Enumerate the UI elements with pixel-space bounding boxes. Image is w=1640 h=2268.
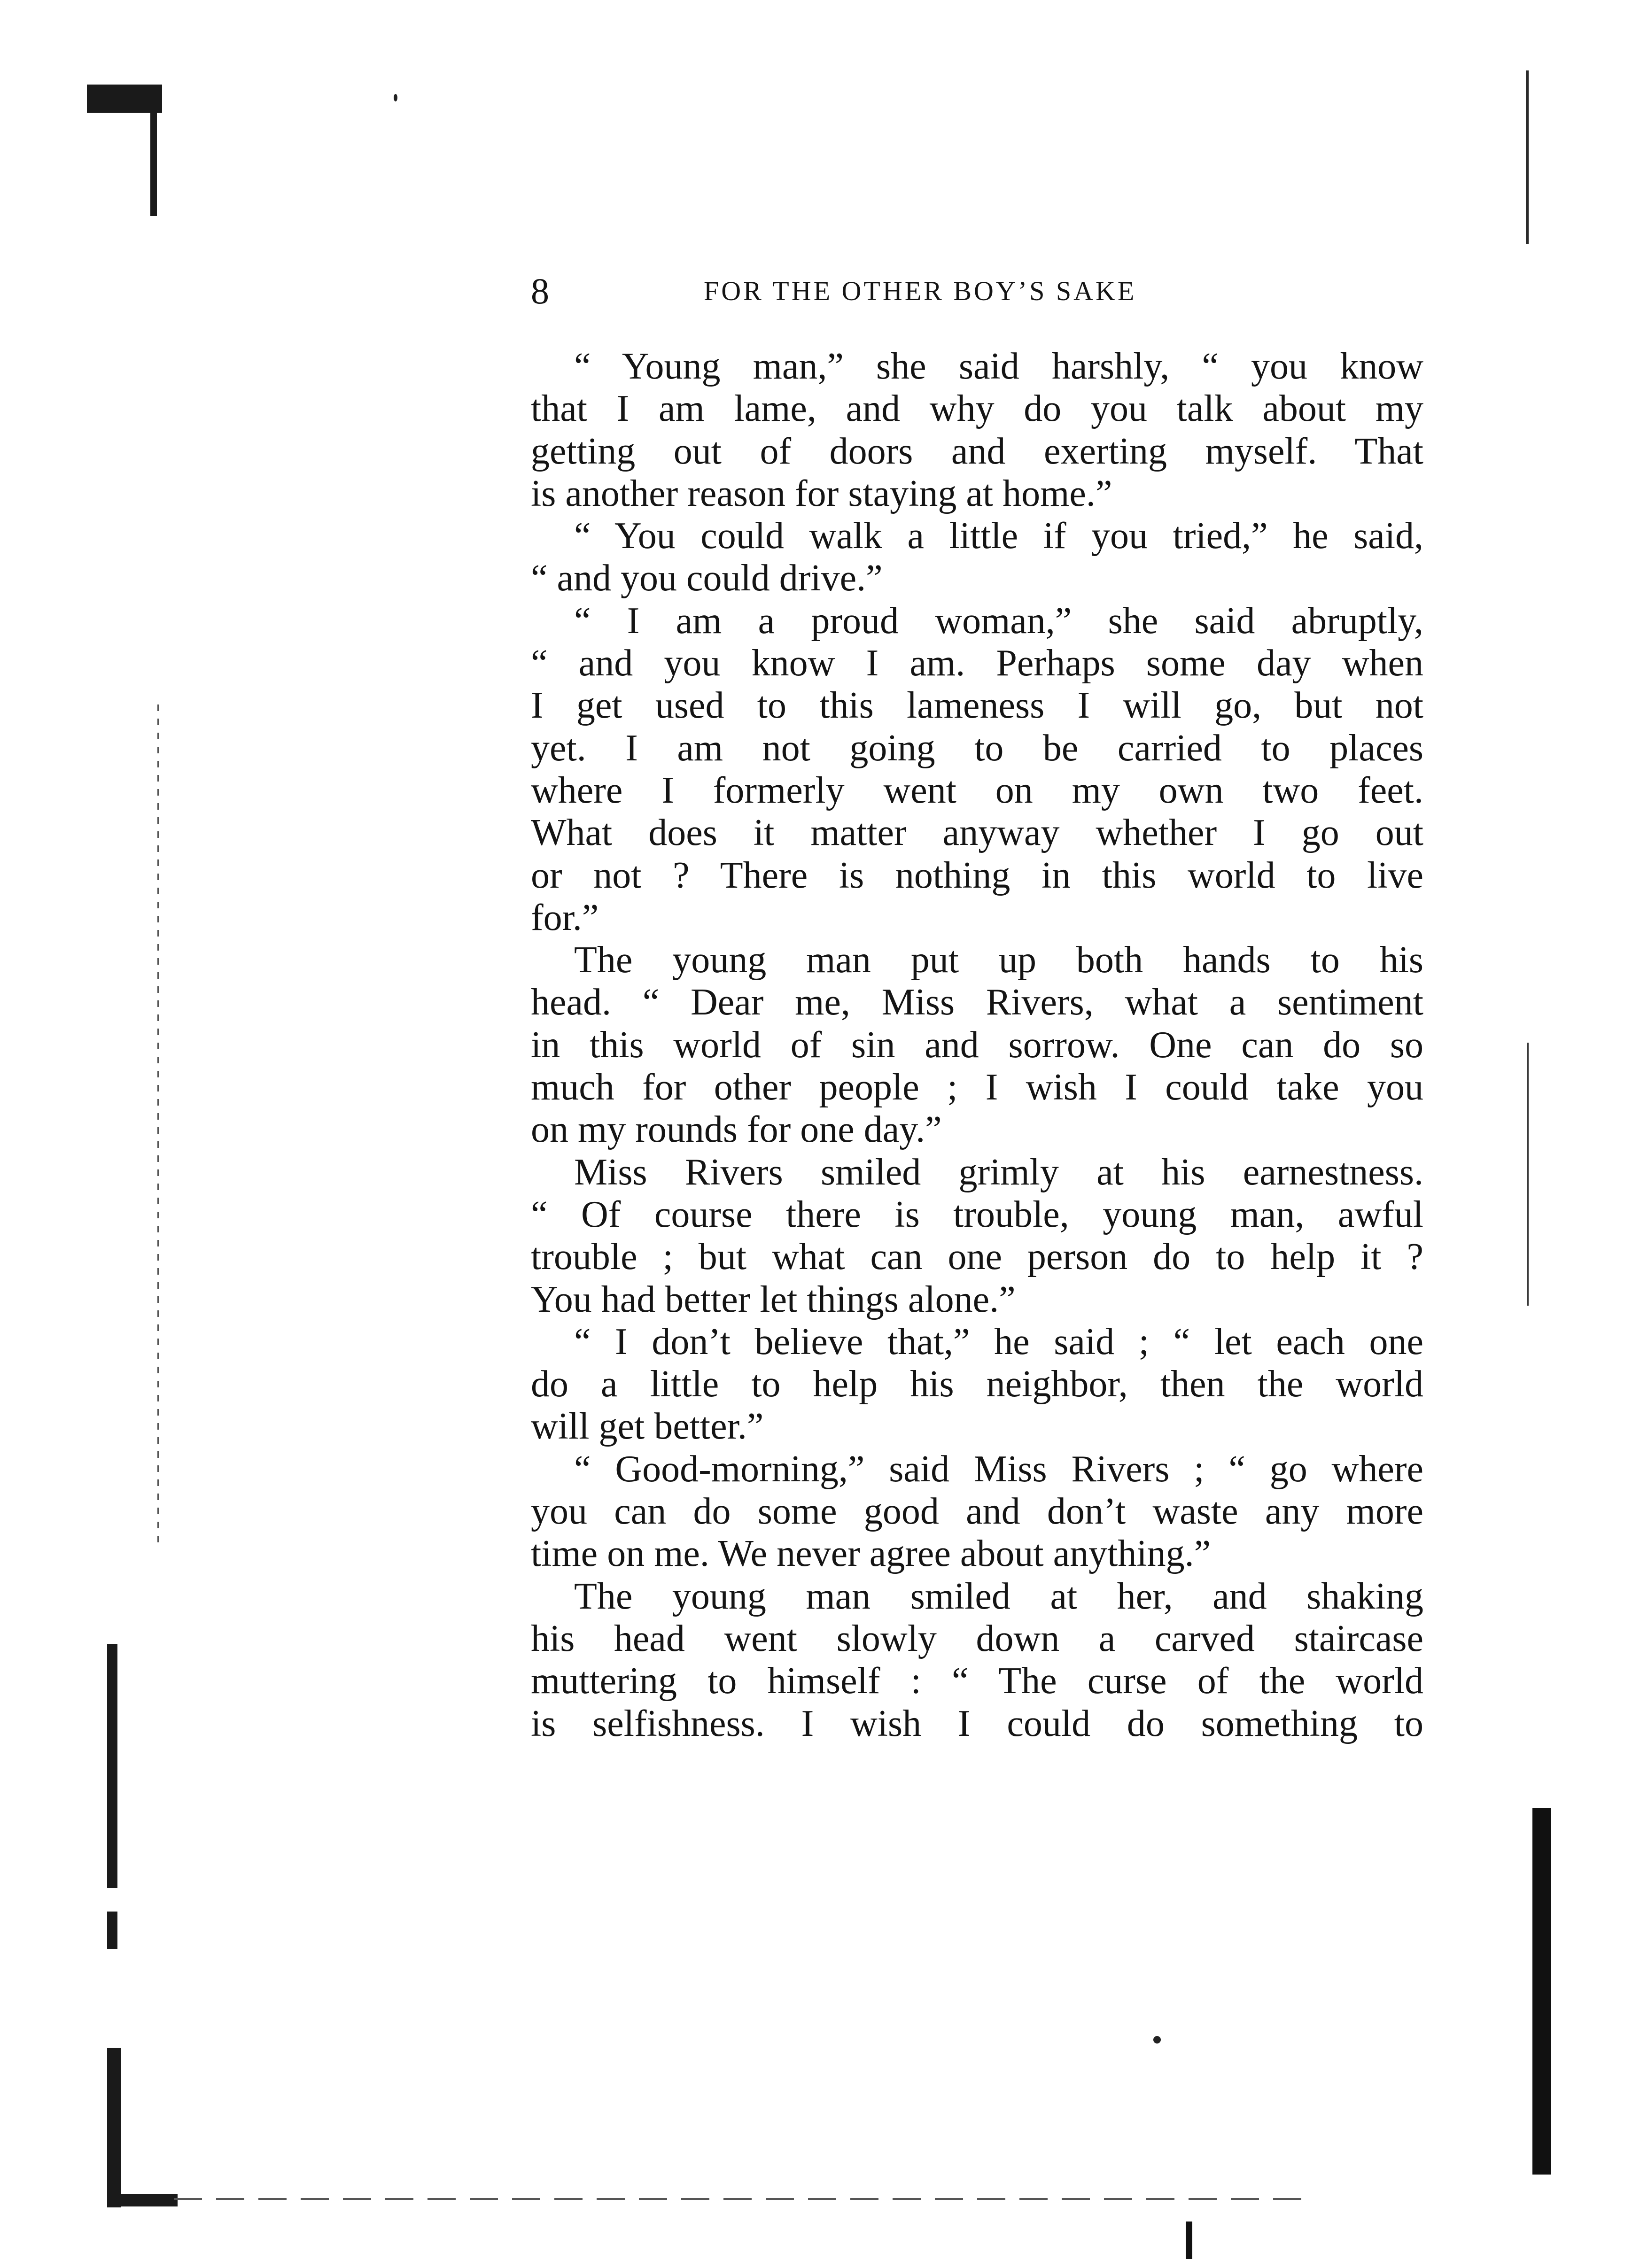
text-line: The young man smiled at her, and shaking [574, 1575, 1423, 1617]
text-line: muttering to himself : “ The curse of the world [531, 1660, 1423, 1702]
text-line: where I formerly went on my own two feet. [531, 769, 1423, 811]
text-line: trouble ; but what can one person do to help it ? [531, 1236, 1423, 1278]
scan-artifact-dot [1153, 2036, 1161, 2044]
text-line: “ and you know I am. Perhaps some day when [531, 642, 1423, 684]
text-line: yet. I am not going to be carried to places [531, 727, 1423, 769]
scan-artifact-bottom-left-bracket [107, 2048, 121, 2207]
text-line: “ and you could drive.” [531, 557, 883, 599]
scan-artifact-bottom-left-foot [107, 2194, 178, 2206]
text-line: “ I am a proud woman,” she said abruptly, [574, 600, 1423, 642]
text-line: in this world of sin and sorrow. One can do so [531, 1024, 1423, 1066]
scan-artifact-right-line-middle [1527, 1043, 1529, 1306]
text-line: I get used to this lameness I will go, but not [531, 685, 1423, 727]
text-line: “ Young man,” she said harshly, “ you know [574, 346, 1423, 387]
scan-artifact-bottom-mark [1186, 2222, 1192, 2259]
text-line: getting out of doors and exerting myself. That [531, 430, 1423, 472]
text-line: Miss Rivers smiled grimly at his earnestness. [574, 1151, 1423, 1193]
text-line: The young man put up both hands to his [574, 939, 1423, 981]
text-line: his head went slowly down a carved staircase [531, 1618, 1423, 1659]
text-line: you can do some good and don’t waste any more [531, 1491, 1423, 1533]
text-line: that I am lame, and why do you talk about my [531, 388, 1423, 430]
scan-artifact-left-dotted-line [157, 704, 159, 1550]
scan-artifact-bottom-dotted-line [174, 2198, 1301, 2200]
text-line: for.” [531, 897, 599, 938]
text-line: “ Good-morning,” said Miss Rivers ; “ go where [574, 1448, 1423, 1490]
text-line: will get better.” [531, 1406, 764, 1447]
text-line: What does it matter anyway whether I go out [531, 812, 1423, 854]
text-line: “ Of course there is trouble, young man, awful [531, 1193, 1423, 1235]
scan-artifact-right-bar [1532, 1808, 1551, 2175]
scan-artifact-right-line-top [1526, 70, 1529, 244]
page-number: 8 [531, 271, 549, 311]
text-line: time on me. We never agree about anything.” [531, 1533, 1211, 1575]
scan-artifact-dot [394, 94, 397, 101]
text-line: is another reason for staying at home.” [531, 472, 1112, 514]
text-line: do a little to help his neighbor, then the world [531, 1363, 1423, 1405]
text-line: “ You could walk a little if you tried,” he said, [574, 515, 1423, 557]
text-line: is selfishness. I wish I could do something to [531, 1703, 1423, 1744]
scan-artifact-top-left-stem [150, 85, 157, 216]
text-line: “ I don’t believe that,” he said ; “ let each one [574, 1321, 1423, 1362]
running-title: FOR THE OTHER BOY’S SAKE [704, 276, 1137, 306]
text-line: on my rounds for one day.” [531, 1109, 942, 1151]
scan-artifact-left-bar-small [107, 1912, 117, 1949]
text-line: much for other people ; I wish I could take you [531, 1067, 1423, 1108]
text-line: You had better let things alone.” [531, 1278, 1016, 1320]
text-line: head. “ Dear me, Miss Rivers, what a sentiment [531, 982, 1423, 1023]
text-line: or not ? There is nothing in this world to live [531, 854, 1423, 896]
body-text [531, 345, 1423, 1745]
running-head [531, 265, 1259, 317]
scan-artifact-left-bar [107, 1644, 117, 1888]
